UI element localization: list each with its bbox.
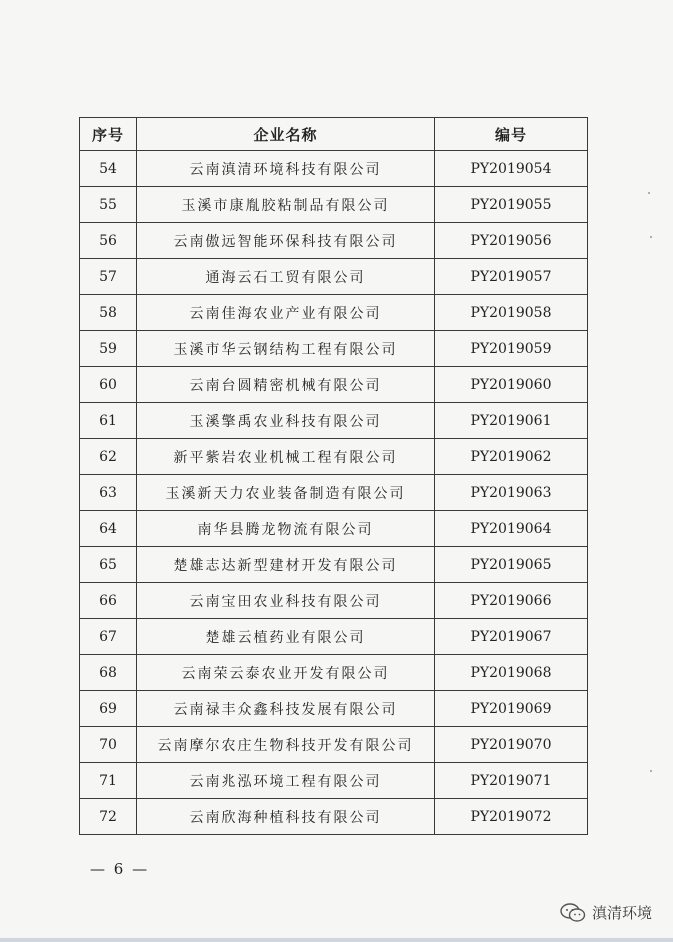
enterprise-table [79,117,588,835]
row-name: 通海云石工贸有限公司 [137,259,435,295]
row-code: PY2019059 [435,331,588,367]
scan-speck [648,192,650,194]
row-code: PY2019063 [435,475,588,511]
row-num: 60 [80,367,137,403]
row-name: 玉溪市华云钢结构工程有限公司 [137,331,435,367]
table-row [80,223,588,259]
row-name: 云南禄丰众鑫科技发展有限公司 [137,691,435,727]
table-row [80,763,588,799]
row-num: 64 [80,511,137,547]
row-num: 72 [80,799,137,835]
table-row [80,151,588,187]
row-num: 68 [80,655,137,691]
table-row [80,511,588,547]
row-name: 云南兆泓环境工程有限公司 [137,763,435,799]
scan-speck [650,770,652,772]
row-code: PY2019067 [435,619,588,655]
row-num: 69 [80,691,137,727]
header-code: 编号 [435,118,588,151]
scan-speck [650,236,652,238]
header-name: 企业名称 [137,118,435,151]
row-name: 云南宝田农业科技有限公司 [137,583,435,619]
header-num: 序号 [80,118,137,151]
row-code: PY2019068 [435,655,588,691]
row-code: PY2019061 [435,403,588,439]
row-num: 66 [80,583,137,619]
row-name: 云南佳海农业产业有限公司 [137,295,435,331]
row-num: 57 [80,259,137,295]
table-row [80,619,588,655]
table-row [80,727,588,763]
bottom-edge [0,938,673,942]
row-num: 54 [80,151,137,187]
row-code: PY2019054 [435,151,588,187]
table-row [80,367,588,403]
row-name: 楚雄云植药业有限公司 [137,619,435,655]
row-name: 玉溪擎禹农业科技有限公司 [137,403,435,439]
row-name: 楚雄志达新型建材开发有限公司 [137,547,435,583]
row-code: PY2019072 [435,799,588,835]
row-name: 新平紫岩农业机械工程有限公司 [137,439,435,475]
row-code: PY2019064 [435,511,588,547]
row-num: 63 [80,475,137,511]
table-row [80,583,588,619]
row-num: 58 [80,295,137,331]
row-num: 61 [80,403,137,439]
row-name: 云南傲远智能环保科技有限公司 [137,223,435,259]
row-num: 70 [80,727,137,763]
table-header-row [80,118,588,151]
table-row [80,475,588,511]
row-code: PY2019066 [435,583,588,619]
row-name: 云南欣海种植科技有限公司 [137,799,435,835]
row-num: 55 [80,187,137,223]
row-name: 云南荣云泰农业开发有限公司 [137,655,435,691]
row-name: 南华县腾龙物流有限公司 [137,511,435,547]
row-name: 云南台圆精密机械有限公司 [137,367,435,403]
row-num: 65 [80,547,137,583]
table-row [80,691,588,727]
watermark [560,902,652,923]
row-num: 56 [80,223,137,259]
row-name: 云南摩尔农庄生物科技开发有限公司 [137,727,435,763]
row-num: 71 [80,763,137,799]
table-row [80,331,588,367]
wechat-icon [560,903,586,923]
row-code: PY2019056 [435,223,588,259]
row-code: PY2019060 [435,367,588,403]
table-row [80,655,588,691]
row-num: 59 [80,331,137,367]
row-code: PY2019070 [435,727,588,763]
table-row [80,547,588,583]
row-code: PY2019071 [435,763,588,799]
table-row [80,403,588,439]
row-code: PY2019062 [435,439,588,475]
row-code: PY2019058 [435,295,588,331]
row-code: PY2019065 [435,547,588,583]
row-code: PY2019055 [435,187,588,223]
watermark-text: 滇清环境 [592,904,653,922]
row-code: PY2019069 [435,691,588,727]
row-name: 玉溪新天力农业装备制造有限公司 [137,475,435,511]
table-row [80,799,588,835]
page-number: — 6 — [90,860,150,878]
row-num: 67 [80,619,137,655]
row-num: 62 [80,439,137,475]
table-row [80,439,588,475]
row-name: 玉溪市康胤胶粘制品有限公司 [137,187,435,223]
row-name: 云南滇清环境科技有限公司 [137,151,435,187]
table-row [80,295,588,331]
table-row [80,187,588,223]
table-row [80,259,588,295]
row-code: PY2019057 [435,259,588,295]
